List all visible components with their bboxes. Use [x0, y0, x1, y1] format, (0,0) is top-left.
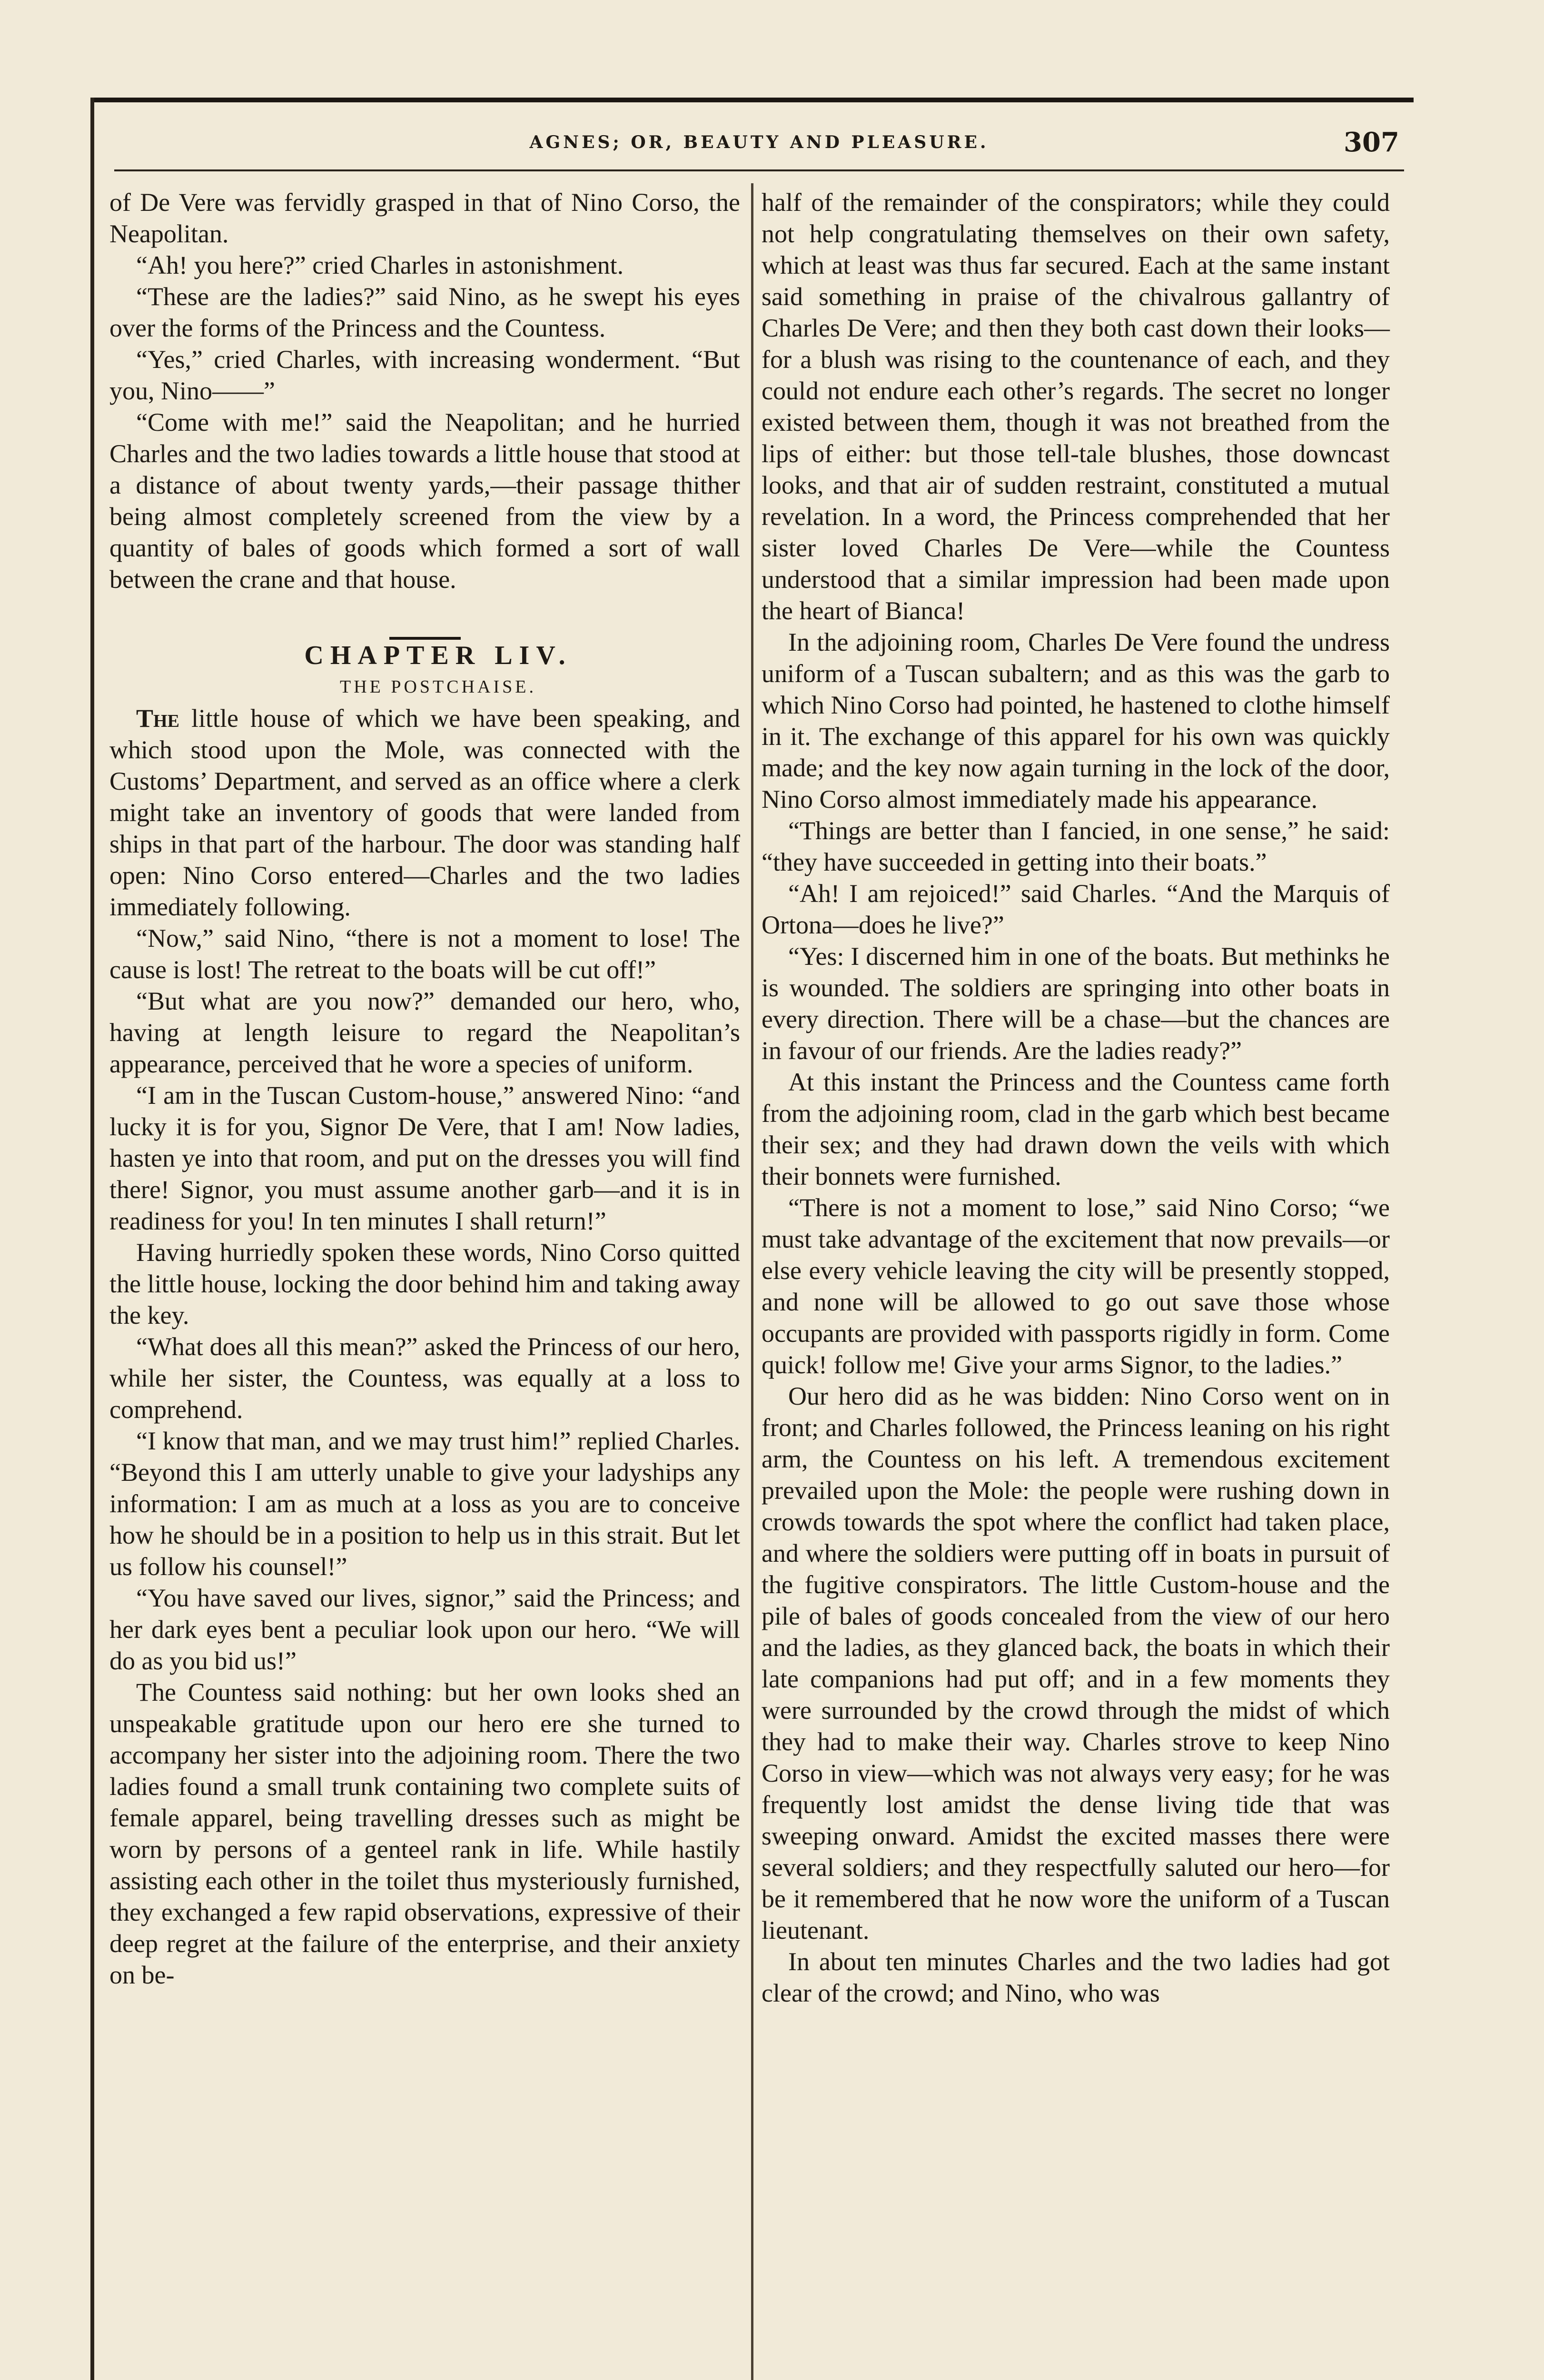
paragraph: In the adjoining room, Charles De Vere found the undress uniform of a Tuscan subaltern; and as this was the garb to which Nino Corso had pointed, he hastened to clothe himself in it. The exchange of this apparel for his own was quickly made; and the key now again turning in the lock of the door, Nino Corso almost immediately made his appearance. — [762, 628, 1390, 813]
right-column — [762, 187, 1390, 2009]
paragraph: At this instant the Princess and the Countess came forth from the adjoining room, clad in the garb which best became their sex; and they had drawn down the veils with which their bonnets were furnished. — [762, 1068, 1390, 1190]
paragraph: “Things are better than I fancied, in one sense,” he said: “they have succeeded in getting into their boats.” — [762, 816, 1390, 876]
paragraph: “Now,” said Nino, “there is not a moment to lose! The cause is lost! The retreat to the boats will be cut off!” — [109, 924, 740, 984]
page-header — [100, 123, 1418, 175]
paragraph: of De Vere was fervidly grasped in that of Nino Corso, the Neapolitan. — [109, 188, 740, 248]
paragraph: Our hero did as he was bidden: Nino Corso went on in front; and Charles followed, the Princess leaning on his right arm, the Countess on his left. A tremendous excitement prevailed upon the Mole: the people were rushing down in crowds towards the spot where the conflict had taken place, and where the soldiers were putting off in boats in pursuit of the fugitive conspirators. The little Custom-house and the pile of bales of goods concealed from the view of our hero and the ladies, as they glanced back, the boats in which their late companions had put off; and in a few moments they were surrounded by the crowd through the midst of which they had to make their way. Charles strove to keep Nino Corso in view—which was not always very easy; for he was frequently lost amidst the dense living tide that was sweeping onward. Amidst the excited masses there were several soldiers; and they respectfully saluted our hero—for be it remembered that he now wore the uniform of a Tuscan lieutenant. — [762, 1382, 1390, 1944]
page-border-left — [90, 98, 94, 2380]
paragraph: “Come with me!” said the Neapolitan; and he hurried Charles and the two ladies towards a little house that stood at a distance of about twenty yards,—their passage thither being almost completely screened from the view by a quantity of bales of goods which formed a sort of wall between the crane and that house. — [109, 408, 740, 594]
paragraph: “Ah! I am rejoiced!” said Charles. “And the Marquis of Ortona—does he live?” — [762, 879, 1390, 939]
chapter-title: CHAPTER LIV. — [304, 641, 572, 670]
opening-text: little house of which we have been speaking, and which stood upon the Mole, was connected with the Customs’ Department, and served as an office where a clerk might take an inventory of goods that were landed from ships in that part of the harbour. The door was standing half open: Nino Corso entered—Charles and the two ladies immediately following. — [109, 704, 740, 921]
page-border-top — [90, 98, 1414, 102]
paragraph: “Yes,” cried Charles, with increasing wonderment. “But you, Nino——” — [109, 345, 740, 405]
chapter-subtitle: THE POSTCHAISE. — [339, 677, 537, 697]
paragraph: The Countess said nothing: but her own looks shed an unspeakable gratitude upon our hero ere she turned to accompany her sister into the adjoining room. There the two ladies found a small trunk containing two complete suits of female apparel, being travelling dresses such as might be worn by persons of a genteel rank in life. While hastily assisting each other in the toilet thus mysteriously furnished, they exchanged a few rapid observations, expressive of their deep regret at the failure of the enterprise, and their anxiety on be- — [109, 1678, 740, 1989]
column-divider — [751, 183, 753, 2380]
paragraph: “These are the ladies?” said Nino, as he swept his eyes over the forms of the Princess and the Countess. — [109, 282, 740, 342]
paragraph: “What does all this mean?” asked the Princess of our hero, while her sister, the Countess, was equally at a loss to comprehend. — [109, 1332, 740, 1424]
paragraph: “I am in the Tuscan Custom-house,” answered Nino: “and lucky it is for you, Signor De Vere, that I am! Now ladies, hasten ye into that room, and put on the dresses you will find there! Signor, you must assume another garb—and it is in readiness for you! In ten minutes I shall return!” — [109, 1081, 740, 1235]
header-rule — [114, 169, 1404, 171]
page-number: 307 — [1344, 127, 1399, 158]
paragraph: “There is not a moment to lose,” said Nino Corso; “we must take advantage of the excitement that now prevails—or else every vehicle leaving the city will be presently stopped, and none will be allowed to go out save those whose occupants are provided with passports rigidly in form. Come quick! follow me! Give your arms Signor, to the ladies.” — [762, 1193, 1390, 1379]
paragraph: Having hurriedly spoken these words, Nino Corso quitted the little house, locking the door behind him and taking away the key. — [109, 1238, 740, 1329]
paragraph: half of the remainder of the conspirators; while they could not help congratulating themselves on their own safety, which at least was thus far secured. Each at the same instant said something in praise of the chivalrous gallantry of Charles De Vere; and then they both cast down their looks—for a blush was rising to the countenance of each, and they could not endure each other’s regards. The secret no longer existed between them, though it was not breathed from the lips of either: but those tell-tale blushes, those downcast looks, and that air of sudden restraint, constituted a mutual revelation. In a word, the Princess comprehended that her sister loved Charles De Vere—while the Countess understood that a similar impression had been made upon the heart of Bianca! — [762, 188, 1390, 625]
running-head: AGNES; OR, BEAUTY AND PLEASURE. — [529, 132, 989, 152]
opening-word: The — [136, 704, 179, 733]
paragraph: “I know that man, and we may trust him!” replied Charles. “Beyond this I am utterly unable to give your ladyships any information: I am as much at a loss as you are to conceive how he should be in a position to help us in this strait. But let us follow his counsel!” — [109, 1427, 740, 1581]
paragraph: In about ten minutes Charles and the two ladies had got clear of the crowd; and Nino, who was — [762, 1947, 1390, 2007]
paragraph: “Ah! you here?” cried Charles in astonishment. — [136, 251, 624, 279]
left-column — [109, 187, 740, 1991]
paragraph: “But what are you now?” demanded our hero, who, having at length leisure to regard the Neapolitan’s appearance, perceived that he wore a species of uniform. — [109, 987, 740, 1078]
paragraph: “You have saved our lives, signor,” said the Princess; and her dark eyes bent a peculiar look upon our hero. “We will do as you bid us!” — [109, 1584, 740, 1675]
chapter-opening-paragraph — [109, 703, 740, 922]
paragraph: “Yes: I discerned him in one of the boats. But methinks he is wounded. The soldiers are springing into other boats in every direction. There will be a chase—but the chances are in favour of our friends. Are the ladies ready?” — [762, 942, 1390, 1065]
